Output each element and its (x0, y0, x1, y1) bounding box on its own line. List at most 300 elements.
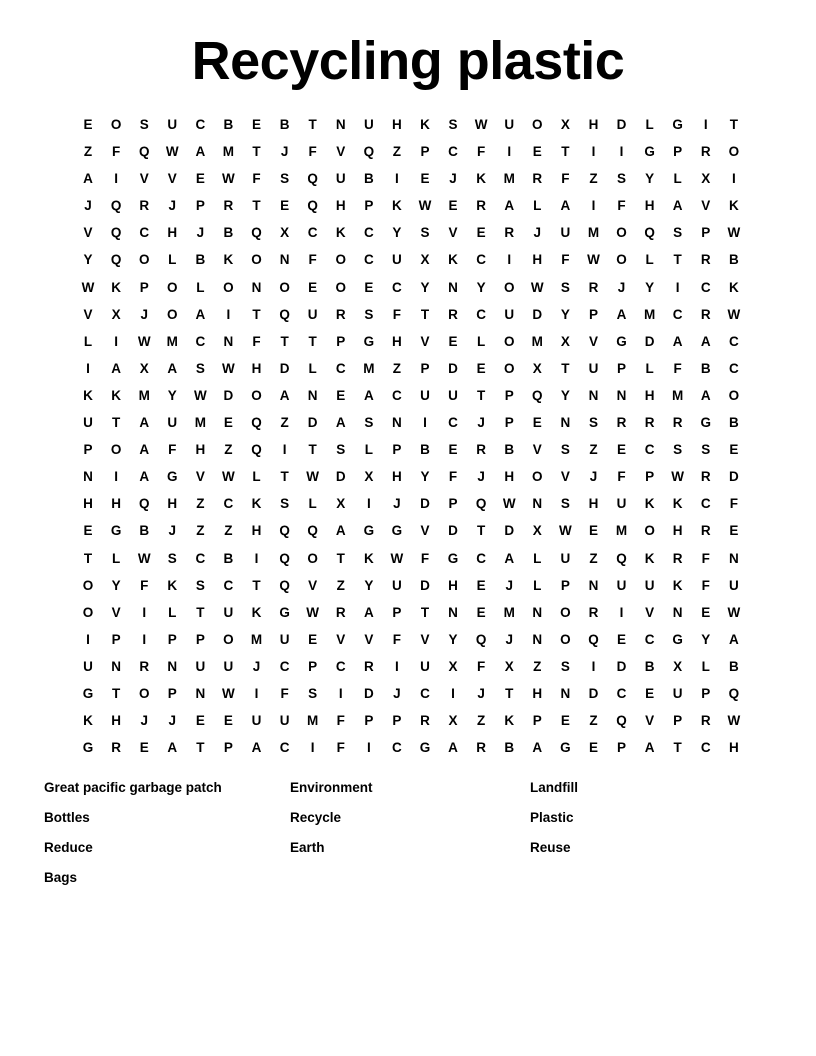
letter-cell[interactable]: G (110, 523, 122, 539)
letter-cell[interactable]: Z (224, 442, 233, 458)
letter-cell[interactable]: S (280, 496, 290, 512)
letter-cell[interactable]: R (476, 198, 486, 214)
letter-cell[interactable]: F (701, 550, 710, 566)
letter-cell[interactable]: H (729, 740, 739, 756)
letter-cell[interactable]: D (644, 333, 655, 349)
letter-cell[interactable]: V (588, 333, 598, 349)
letter-cell[interactable]: A (167, 360, 178, 376)
letter-cell[interactable]: W (587, 252, 600, 268)
letter-cell[interactable]: R (139, 198, 150, 214)
letter-cell[interactable]: J (196, 225, 205, 241)
letter-cell[interactable]: G (447, 550, 459, 566)
letter-cell[interactable]: X (280, 225, 290, 241)
letter-cell[interactable]: T (111, 415, 121, 431)
letter-cell[interactable]: V (645, 604, 655, 620)
letter-cell[interactable]: H (392, 469, 402, 485)
letter-cell[interactable]: D (448, 360, 458, 376)
letter-cell[interactable]: U (392, 252, 402, 268)
letter-cell[interactable]: J (449, 171, 457, 187)
letter-cell[interactable]: U (672, 685, 683, 701)
letter-cell[interactable]: X (364, 469, 374, 485)
letter-cell[interactable]: L (533, 198, 542, 214)
letter-cell[interactable]: T (252, 198, 261, 214)
letter-cell[interactable]: Z (336, 577, 345, 593)
letter-cell[interactable]: G (167, 469, 178, 485)
letter-cell[interactable]: D (616, 117, 627, 132)
letter-cell[interactable]: U (83, 658, 93, 674)
letter-cell[interactable]: K (111, 387, 121, 403)
letter-cell[interactable]: S (560, 279, 570, 295)
letter-cell[interactable]: C (195, 117, 206, 132)
letter-cell[interactable]: N (279, 252, 290, 268)
letter-cell[interactable]: A (504, 198, 515, 214)
letter-cell[interactable]: E (252, 117, 262, 132)
letter-cell[interactable]: U (251, 713, 262, 729)
letter-cell[interactable]: V (364, 631, 374, 647)
letter-cell[interactable]: G (363, 333, 375, 349)
letter-cell[interactable]: Y (420, 279, 430, 295)
letter-cell[interactable]: I (675, 279, 680, 295)
letter-cell[interactable]: I (366, 740, 371, 756)
letter-cell[interactable]: B (139, 523, 150, 539)
letter-cell[interactable]: F (701, 577, 710, 593)
letter-cell[interactable]: U (195, 658, 206, 674)
letter-cell[interactable]: T (196, 740, 205, 756)
letter-cell[interactable]: O (110, 442, 122, 458)
letter-cell[interactable]: O (728, 387, 740, 403)
letter-cell[interactable]: Q (475, 496, 487, 512)
letter-cell[interactable]: G (82, 685, 94, 701)
letter-cell[interactable]: W (418, 198, 432, 214)
letter-cell[interactable]: V (701, 198, 711, 214)
letter-cell[interactable]: C (195, 550, 206, 566)
letter-cell[interactable]: B (363, 171, 374, 187)
letter-cell[interactable]: I (591, 658, 596, 674)
letter-cell[interactable]: E (729, 523, 739, 539)
letter-cell[interactable]: Q (588, 631, 599, 647)
letter-cell[interactable]: W (727, 713, 741, 729)
letter-cell[interactable]: P (83, 442, 93, 458)
letter-cell[interactable]: H (167, 496, 178, 512)
letter-cell[interactable]: Z (392, 144, 402, 160)
letter-cell[interactable]: A (139, 442, 150, 458)
letter-cell[interactable]: X (560, 333, 570, 349)
letter-cell[interactable]: U (420, 387, 430, 403)
letter-cell[interactable]: Q (728, 685, 740, 701)
letter-cell[interactable]: T (83, 550, 93, 566)
letter-cell[interactable]: B (223, 117, 234, 132)
letter-cell[interactable]: F (448, 469, 458, 485)
letter-cell[interactable]: A (195, 306, 206, 322)
letter-cell[interactable]: L (308, 360, 317, 376)
letter-cell[interactable]: I (86, 631, 90, 647)
letter-cell[interactable]: U (560, 550, 571, 566)
letter-cell[interactable]: F (477, 144, 486, 160)
letter-cell[interactable]: K (392, 198, 402, 214)
letter-cell[interactable]: C (476, 550, 486, 566)
letter-cell[interactable]: H (251, 523, 262, 539)
letter-cell[interactable]: G (672, 117, 683, 132)
word-list-item[interactable]: Reuse (530, 840, 571, 856)
letter-cell[interactable]: E (420, 171, 430, 187)
letter-cell[interactable]: L (308, 496, 317, 512)
letter-cell[interactable]: K (729, 279, 739, 295)
letter-cell[interactable]: C (335, 658, 346, 674)
letter-cell[interactable]: C (195, 333, 206, 349)
letter-cell[interactable]: K (729, 198, 739, 214)
letter-cell[interactable]: J (617, 279, 626, 295)
letter-cell[interactable]: E (308, 631, 318, 647)
letter-cell[interactable]: F (477, 658, 486, 674)
letter-cell[interactable]: V (420, 333, 430, 349)
letter-cell[interactable]: I (310, 740, 315, 756)
letter-cell[interactable]: H (335, 198, 346, 214)
letter-cell[interactable]: U (504, 117, 515, 132)
letter-cell[interactable]: E (476, 604, 486, 620)
letter-cell[interactable]: Z (477, 713, 486, 729)
letter-cell[interactable]: P (195, 631, 205, 647)
letter-cell[interactable]: S (336, 442, 346, 458)
letter-cell[interactable]: R (616, 415, 627, 431)
letter-cell[interactable]: J (533, 225, 542, 241)
letter-cell[interactable]: V (167, 171, 177, 187)
letter-cell[interactable]: L (83, 333, 93, 349)
letter-cell[interactable]: X (420, 252, 430, 268)
letter-cell[interactable]: Y (701, 631, 711, 647)
letter-cell[interactable]: E (617, 631, 627, 647)
letter-cell[interactable]: C (223, 577, 234, 593)
letter-cell[interactable]: O (560, 604, 571, 620)
letter-cell[interactable]: W (671, 469, 685, 485)
letter-cell[interactable]: T (252, 306, 261, 322)
letter-cell[interactable]: F (561, 171, 570, 187)
letter-cell[interactable]: E (588, 740, 598, 756)
letter-cell[interactable]: L (196, 279, 205, 295)
letter-cell[interactable]: Y (364, 577, 374, 593)
letter-cell[interactable]: S (280, 171, 290, 187)
letter-cell[interactable]: J (589, 469, 598, 485)
letter-cell[interactable]: M (531, 333, 543, 349)
letter-cell[interactable]: H (392, 117, 402, 132)
letter-cell[interactable]: D (532, 306, 543, 322)
letter-cell[interactable]: I (282, 442, 287, 458)
letter-cell[interactable]: C (363, 225, 374, 241)
letter-cell[interactable]: Q (363, 144, 375, 160)
letter-cell[interactable]: Z (589, 171, 598, 187)
word-list-item[interactable]: Bags (44, 870, 78, 886)
letter-cell[interactable]: I (114, 469, 118, 485)
letter-cell[interactable]: P (701, 225, 711, 241)
letter-cell[interactable]: U (448, 387, 458, 403)
letter-cell[interactable]: E (308, 279, 318, 295)
letter-cell[interactable]: B (195, 252, 206, 268)
letter-cell[interactable]: Q (110, 252, 122, 268)
letter-cell[interactable]: E (364, 279, 374, 295)
letter-cell[interactable]: L (645, 252, 654, 268)
letter-cell[interactable]: K (335, 225, 346, 241)
letter-cell[interactable]: L (673, 171, 682, 187)
letter-cell[interactable]: X (532, 523, 542, 539)
letter-cell[interactable]: W (137, 333, 151, 349)
letter-cell[interactable]: C (279, 740, 290, 756)
letter-cell[interactable]: P (448, 496, 458, 512)
letter-cell[interactable]: S (139, 117, 149, 132)
letter-cell[interactable]: O (251, 252, 262, 268)
letter-cell[interactable]: O (728, 144, 740, 160)
letter-cell[interactable]: J (168, 198, 177, 214)
letter-cell[interactable]: K (363, 550, 374, 566)
letter-cell[interactable]: E (532, 415, 542, 431)
letter-cell[interactable]: W (137, 550, 151, 566)
letter-cell[interactable]: T (477, 387, 486, 403)
letter-cell[interactable]: U (279, 631, 290, 647)
letter-cell[interactable]: J (84, 198, 92, 214)
letter-cell[interactable]: G (82, 740, 94, 756)
letter-cell[interactable]: F (308, 144, 317, 160)
letter-cell[interactable]: R (111, 740, 121, 756)
letter-cell[interactable]: Q (279, 523, 290, 539)
letter-cell[interactable]: S (195, 360, 205, 376)
letter-cell[interactable]: C (476, 252, 486, 268)
letter-cell[interactable]: N (672, 604, 683, 620)
letter-cell[interactable]: B (420, 442, 430, 458)
letter-cell[interactable]: H (392, 333, 402, 349)
letter-cell[interactable]: K (644, 496, 655, 512)
letter-cell[interactable]: V (139, 171, 149, 187)
letter-cell[interactable]: O (223, 631, 234, 647)
letter-cell[interactable]: E (701, 604, 711, 620)
letter-cell[interactable]: Q (138, 496, 150, 512)
letter-cell[interactable]: M (503, 171, 515, 187)
letter-cell[interactable]: B (644, 658, 655, 674)
letter-cell[interactable]: P (504, 387, 514, 403)
letter-cell[interactable]: A (335, 523, 346, 539)
letter-cell[interactable]: O (82, 604, 94, 620)
letter-cell[interactable]: K (83, 713, 93, 729)
letter-cell[interactable]: F (392, 306, 402, 322)
letter-cell[interactable]: O (138, 685, 150, 701)
letter-cell[interactable]: U (335, 171, 346, 187)
letter-cell[interactable]: E (476, 225, 486, 241)
letter-cell[interactable]: O (644, 523, 655, 539)
letter-cell[interactable]: P (364, 713, 374, 729)
letter-cell[interactable]: K (448, 252, 458, 268)
letter-cell[interactable]: D (223, 387, 234, 403)
letter-cell[interactable]: Q (307, 198, 318, 214)
letter-cell[interactable]: A (729, 631, 739, 647)
letter-cell[interactable]: A (167, 740, 178, 756)
letter-cell[interactable]: H (588, 117, 599, 132)
letter-cell[interactable]: N (307, 387, 318, 403)
letter-cell[interactable]: H (644, 387, 655, 403)
letter-cell[interactable]: Z (589, 442, 598, 458)
letter-cell[interactable]: B (223, 225, 234, 241)
letter-cell[interactable]: C (279, 658, 290, 674)
letter-cell[interactable]: V (83, 225, 93, 241)
letter-cell[interactable]: Q (279, 306, 290, 322)
letter-cell[interactable]: O (82, 577, 94, 593)
letter-cell[interactable]: F (336, 740, 345, 756)
letter-cell[interactable]: Q (110, 225, 122, 241)
letter-cell[interactable]: W (193, 387, 207, 403)
letter-cell[interactable]: K (672, 496, 683, 512)
letter-cell[interactable]: A (363, 604, 374, 620)
letter-cell[interactable]: J (252, 658, 261, 674)
letter-cell[interactable]: W (306, 469, 320, 485)
letter-cell[interactable]: F (308, 252, 317, 268)
letter-cell[interactable]: Z (533, 658, 542, 674)
letter-cell[interactable]: W (222, 469, 235, 485)
letter-cell[interactable]: T (729, 117, 739, 132)
letter-cell[interactable]: C (700, 279, 711, 295)
letter-cell[interactable]: N (532, 631, 543, 647)
letter-cell[interactable]: V (83, 306, 93, 322)
letter-cell[interactable]: U (392, 577, 402, 593)
letter-cell[interactable]: O (503, 360, 515, 376)
letter-cell[interactable]: T (196, 604, 205, 620)
letter-cell[interactable]: N (111, 658, 121, 674)
letter-cell[interactable]: L (252, 469, 261, 485)
letter-cell[interactable]: D (729, 469, 739, 485)
letter-cell[interactable]: Q (475, 631, 487, 647)
letter-cell[interactable]: U (279, 713, 290, 729)
letter-cell[interactable]: Y (476, 279, 486, 295)
letter-cell[interactable]: W (727, 225, 741, 241)
word-list-item[interactable]: Earth (290, 840, 325, 856)
letter-cell[interactable]: K (83, 387, 93, 403)
letter-cell[interactable]: P (617, 360, 627, 376)
letter-cell[interactable]: S (448, 117, 458, 132)
letter-cell[interactable]: R (700, 144, 711, 160)
letter-cell[interactable]: G (672, 631, 683, 647)
letter-cell[interactable]: N (223, 333, 234, 349)
letter-cell[interactable]: U (83, 415, 93, 431)
letter-cell[interactable]: T (308, 333, 317, 349)
letter-cell[interactable]: N (560, 415, 571, 431)
letter-cell[interactable]: W (727, 306, 741, 322)
letter-cell[interactable]: U (616, 496, 627, 512)
letter-cell[interactable]: Z (392, 360, 402, 376)
letter-cell[interactable]: R (420, 713, 430, 729)
letter-cell[interactable]: U (223, 604, 234, 620)
letter-cell[interactable]: S (617, 171, 627, 187)
letter-cell[interactable]: G (363, 523, 375, 539)
letter-cell[interactable]: M (194, 415, 206, 431)
word-list-item[interactable]: Landfill (530, 780, 578, 796)
letter-cell[interactable]: D (307, 415, 318, 431)
letter-cell[interactable]: M (307, 713, 319, 729)
letter-cell[interactable]: C (392, 387, 402, 403)
letter-cell[interactable]: I (254, 685, 259, 701)
letter-cell[interactable]: L (168, 252, 177, 268)
letter-cell[interactable]: Q (251, 415, 262, 431)
letter-cell[interactable]: X (701, 171, 711, 187)
letter-cell[interactable]: E (645, 685, 655, 701)
letter-cell[interactable]: W (727, 604, 741, 620)
letter-cell[interactable]: P (673, 713, 683, 729)
letter-cell[interactable]: S (560, 496, 570, 512)
letter-cell[interactable]: Q (307, 171, 318, 187)
letter-cell[interactable]: I (142, 631, 147, 647)
letter-cell[interactable]: H (111, 496, 121, 512)
letter-cell[interactable]: W (222, 685, 235, 701)
letter-cell[interactable]: O (503, 333, 515, 349)
letter-cell[interactable]: I (395, 171, 399, 187)
letter-cell[interactable]: P (420, 360, 430, 376)
letter-cell[interactable]: I (423, 415, 427, 431)
letter-cell[interactable]: S (588, 415, 598, 431)
letter-cell[interactable]: W (502, 496, 516, 512)
letter-cell[interactable]: R (672, 415, 683, 431)
letter-cell[interactable]: F (420, 550, 430, 566)
letter-cell[interactable]: P (167, 685, 177, 701)
letter-cell[interactable]: C (644, 631, 655, 647)
letter-cell[interactable]: Q (251, 225, 262, 241)
letter-cell[interactable]: I (619, 144, 624, 160)
letter-cell[interactable]: T (561, 144, 570, 160)
letter-cell[interactable]: O (335, 279, 346, 295)
letter-cell[interactable]: W (474, 117, 488, 132)
letter-cell[interactable]: S (560, 442, 570, 458)
letter-cell[interactable]: F (336, 713, 345, 729)
letter-cell[interactable]: T (308, 442, 317, 458)
letter-cell[interactable]: S (701, 442, 711, 458)
letter-cell[interactable]: I (114, 333, 118, 349)
letter-cell[interactable]: F (140, 577, 149, 593)
letter-cell[interactable]: V (448, 225, 458, 241)
letter-cell[interactable]: N (588, 387, 599, 403)
letter-cell[interactable]: T (280, 333, 289, 349)
letter-cell[interactable]: F (561, 252, 570, 268)
letter-cell[interactable]: O (167, 306, 178, 322)
letter-cell[interactable]: W (306, 604, 320, 620)
letter-cell[interactable]: P (223, 740, 233, 756)
word-list-item[interactable]: Environment (290, 780, 373, 796)
letter-cell[interactable]: Q (138, 144, 150, 160)
letter-cell[interactable]: R (476, 740, 486, 756)
letter-cell[interactable]: T (252, 577, 261, 593)
letter-cell[interactable]: N (532, 604, 543, 620)
letter-cell[interactable]: K (223, 252, 234, 268)
letter-cell[interactable]: U (223, 658, 234, 674)
letter-cell[interactable]: C (392, 740, 402, 756)
letter-cell[interactable]: T (420, 604, 430, 620)
letter-cell[interactable]: Z (224, 523, 233, 539)
letter-cell[interactable]: F (729, 496, 739, 512)
letter-cell[interactable]: T (308, 117, 317, 132)
letter-cell[interactable]: A (700, 333, 711, 349)
letter-cell[interactable]: Z (83, 144, 93, 160)
letter-cell[interactable]: U (616, 577, 627, 593)
letter-cell[interactable]: L (111, 550, 121, 566)
letter-cell[interactable]: Z (589, 713, 598, 729)
letter-cell[interactable]: V (308, 577, 318, 593)
letter-cell[interactable]: G (419, 740, 431, 756)
letter-cell[interactable]: C (139, 225, 150, 241)
letter-cell[interactable]: K (476, 171, 486, 187)
letter-cell[interactable]: S (420, 225, 430, 241)
letter-cell[interactable]: I (86, 360, 90, 376)
letter-cell[interactable]: N (532, 496, 543, 512)
letter-cell[interactable]: W (530, 279, 544, 295)
letter-cell[interactable]: I (591, 144, 596, 160)
letter-cell[interactable]: I (619, 604, 624, 620)
letter-cell[interactable]: P (336, 333, 346, 349)
letter-cell[interactable]: M (643, 306, 656, 322)
letter-cell[interactable]: J (505, 577, 513, 593)
letter-cell[interactable]: B (504, 442, 515, 458)
letter-cell[interactable]: I (451, 685, 455, 701)
